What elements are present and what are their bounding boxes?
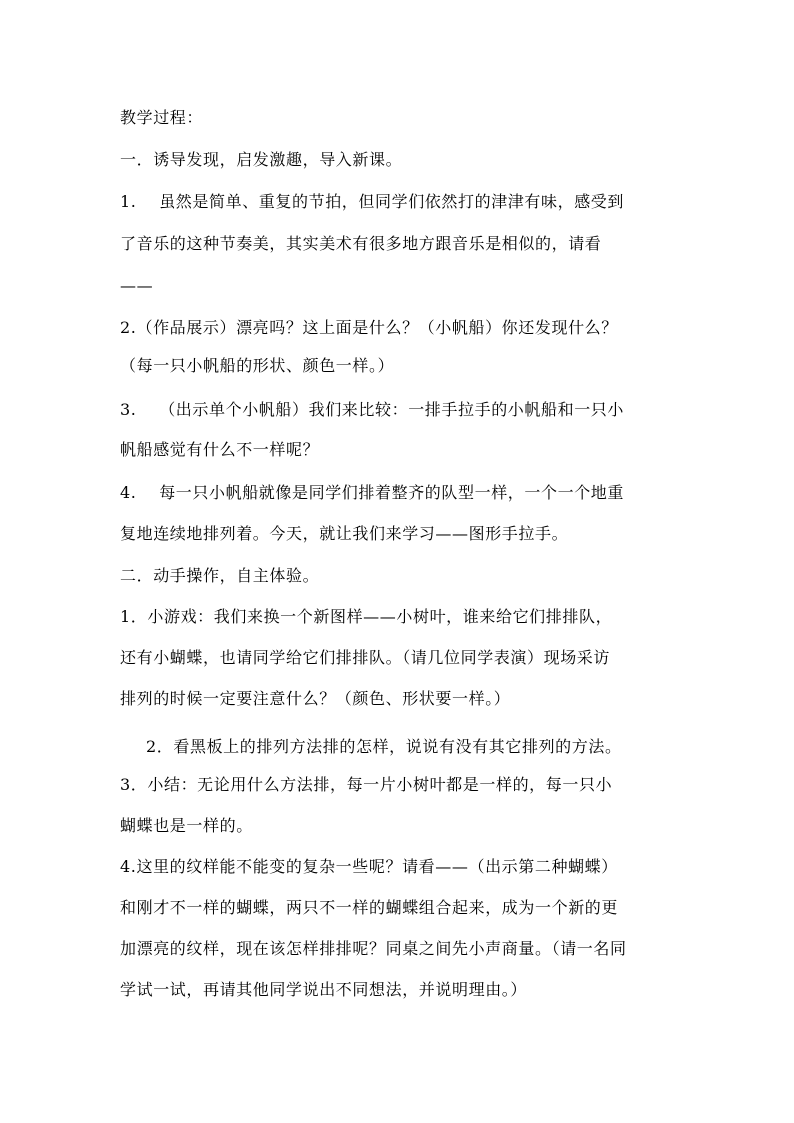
paragraph-line: 排列的时候一定要注意什么？（颜色、形状要一样。）: [120, 689, 511, 708]
paragraph-line: 4.这里的纹样能不能变的复杂一些呢？请看——（出示第二种蝴蝶）: [120, 857, 618, 876]
paragraph-line: 4. 每一只小帆船就像是同学们排着整齐的队型一样，一个一个地重: [120, 483, 625, 502]
paragraph-line: 还有小蝴蝶，也请同学给它们排排队。（请几位同学表演）现场采访: [120, 648, 611, 667]
section-title-1: 一．诱导发现，启发激趣，导入新课。: [120, 150, 403, 169]
paragraph-line: 和刚才不一样的蝴蝶，两只不一样的蝴蝶组合起来，成为一个新的更: [120, 898, 619, 917]
section-title-2: 二．动手操作，自主体验。: [120, 566, 320, 585]
paragraph-line: 1．小游戏：我们来换一个新图样——小树叶，谁来给它们排排队，: [120, 607, 613, 626]
paragraph-line: 2．看黑板上的排列方法排的怎样，说说有没有其它排列的方法。: [146, 737, 622, 756]
section-heading: 教学过程：: [120, 108, 204, 127]
paragraph-line: 3. （出示单个小帆船）我们来比较：一排手拉手的小帆船和一只小: [120, 400, 625, 419]
paragraph-line: 帆船感觉有什么不一样呢？: [120, 440, 320, 459]
paragraph-line: 复地连续地排列着。今天，就让我们来学习——图形手拉手。: [120, 524, 569, 543]
paragraph-line: 3．小结：无论用什么方法排，每一片小树叶都是一样的，每一只小: [120, 775, 613, 794]
paragraph-line: 蝴蝶也是一样的。: [120, 816, 253, 835]
paragraph-line: 学试一试，再请其他同学说出不同想法，并说明理由。）: [120, 980, 528, 999]
paragraph-line: 2.（作品展示）漂亮吗？这上面是什么？（小帆船）你还发现什么？: [120, 318, 618, 337]
paragraph-line: （每一只小帆船的形状、颜色一样。）: [120, 356, 395, 375]
paragraph-line: 了音乐的这种节奏美，其实美术有很多地方跟音乐是相似的，请看: [120, 234, 602, 253]
paragraph-line: ——: [120, 276, 154, 295]
paragraph-line: 加漂亮的纹样，现在该怎样排排呢？同桌之间先小声商量。（请一名同: [120, 939, 627, 958]
paragraph-line: 1. 虽然是简单、重复的节拍，但同学们依然打的津津有味，感受到: [120, 192, 625, 211]
